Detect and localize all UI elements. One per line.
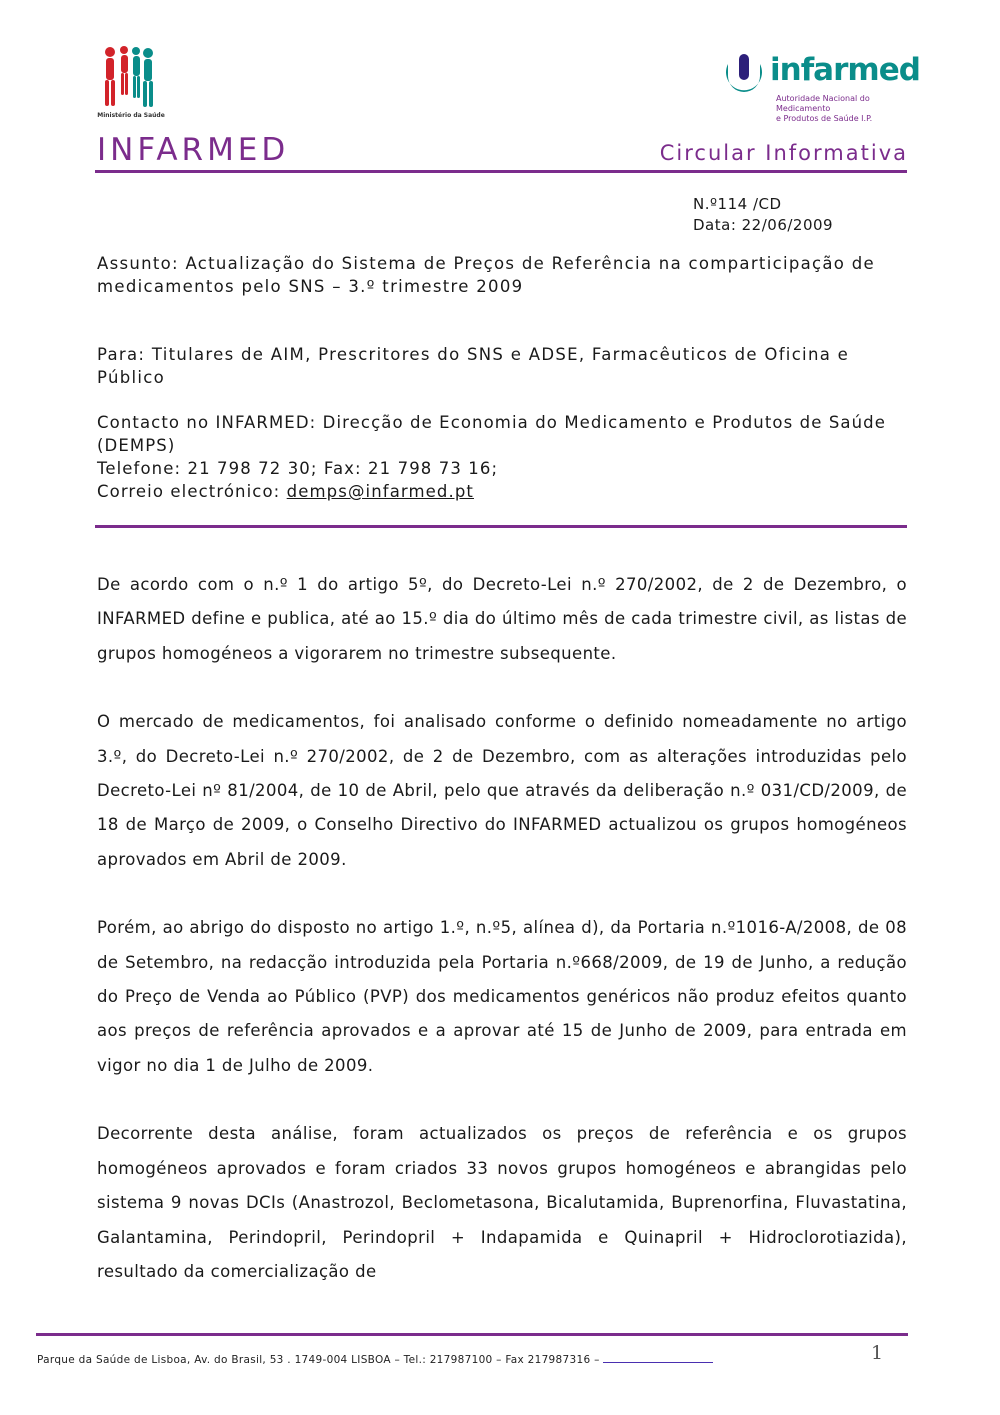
contact-department: Contacto no INFARMED: Direcção de Economia do Medicamento e Produtos de Saúde (DEMPS) [97,413,887,455]
document-meta [693,194,833,236]
brand-tagline-line-1: Autoridade Nacional do Medicamento [776,94,870,113]
contact-email-line [97,480,907,503]
contact-email-link[interactable]: demps@infarmed.pt [286,482,474,501]
section-divider [95,525,907,528]
document-number: N.º114 /CD [693,195,782,213]
paragraph-1: De acordo com o n.º 1 do artigo 5º, do Decreto-Lei n.º 270/2002, de 2 de Dezembro, o INFARMED define e publica, até ao 15.º dia do último mês de cada trimestre civil, as listas de grupos homogéneos a vigorarem no trimestre subsequente. [97,575,907,663]
footer-link[interactable] [603,1351,713,1363]
brand-name: infarmed [770,52,920,88]
infarmed-mark-icon [722,52,766,96]
body-text [97,568,907,1323]
brand-tagline-line-2: e Produtos de Saúde I.P. [776,114,873,123]
paragraph-4: Decorrente desta análise, foram actualizados os preços de referência e os grupos homogéneos aprovados e foram criados 33 novos grupos homogéneos e abrangidas pelo sistema 9 novas DCIs (Anastrozol, Beclometasona, Bicalutamida, Buprenorfina, Fluvastatina, Galantamina, Perindopril, Perindopril + Indapamida e Quinapril + Hidroclorotiazida), resultado da comercialização de [97,1124,907,1281]
contact-email-label: Correio electrónico: [97,482,287,501]
page-number: 1 [871,1342,884,1364]
contact-phone: Telefone: 21 798 72 30; Fax: 21 798 73 16; [97,459,499,478]
footer-address [37,1351,713,1366]
subject: Assunto: Actualização do Sistema de Preços de Referência na comparticipação de medicamentos pelo SNS – 3.º trimestre 2009 [97,254,875,296]
document-type: Circular Informativa [659,141,908,165]
paragraph-2: O mercado de medicamentos, foi analisado conforme o definido nomeadamente no artigo 3.º, do Decreto-Lei n.º 270/2002, de 2 de Dezembro, com as alterações introduzidas pelo Decreto-Lei nº 81/2004, de 10 de Abril, pelo que através da deliberação n.º 031/CD/2009, de 18 de Março de 2009, o Conselho Directivo do INFARMED actualizou os grupos homogéneos aprovados em Abril de 2009. [97,712,907,869]
paragraph-3: Porém, ao abrigo do disposto no artigo 1.º, n.º5, alínea d), da Portaria n.º1016-A/2008, de 08 de Setembro, na redacção introduzida pela Portaria n.º668/2009, de 19 de Junho, a redução do Preço de Venda ao Público (PVP) dos medicamentos genéricos não produz efeitos quanto aos preços de referência aprovados e a aprovar até 15 de Junho de 2009, para entrada em vigor no dia 1 de Julho de 2009. [97,918,907,1075]
document-date: Data: 22/06/2009 [693,216,834,234]
footer-divider [36,1333,908,1336]
header-divider [95,170,907,173]
recipients: Para: Titulares de AIM, Prescritores do SNS e ADSE, Farmacêuticos de Oficina e Público [97,345,850,387]
ministry-of-health-logo [96,44,160,120]
ministry-label: Ministério da Saúde [97,112,165,119]
page-title: INFARMED [97,132,290,168]
brand-tagline [776,94,926,124]
contact-block [97,411,907,503]
footer-address-text: Parque da Saúde de Lisboa, Av. do Brasil, 53 . 1749-004 LISBOA – Tel.: 217987100 – Fax 217987316 – [37,1354,604,1366]
infarmed-logo [722,50,922,123]
